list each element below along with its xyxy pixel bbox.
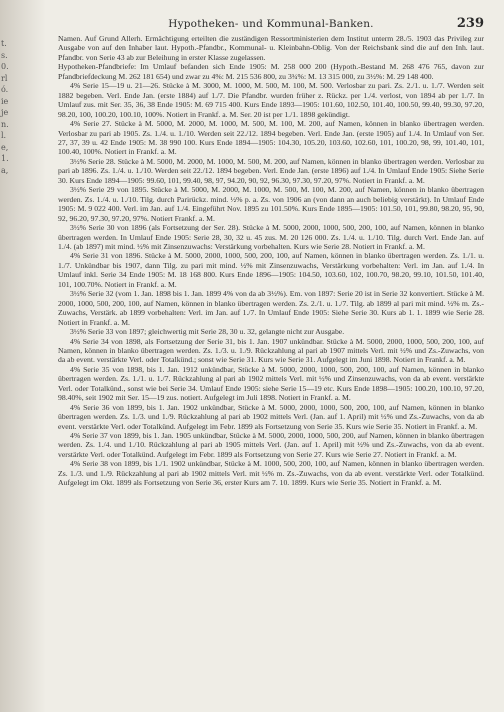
gutter-mark: 0. — [1, 62, 9, 71]
gutter-mark: l. — [1, 131, 7, 140]
gutter-marks — [1, 38, 13, 176]
body-text — [58, 34, 484, 488]
paragraph: 4% Serie 38 von 1899, bis 1./1. 1902 unkündbar, Stücke à M. 1000, 500, 200, 100, auf Namen, können in blanko übertragen werden. Zs. 1./3. und 1./9. Rückzahlung al pari ab 1902 mittels Verl. mit ½% m. Zs.-Zuwachs, von da ab event. verstärkte Verl. oder Totalkünd. Aufgelegt im Okt. 1899 als Fortsetzung von Serie 36, erster Kurs am 7. 10. 1899. Kurs wie Serie 35. Notiert in Frankf. a. M. — [58, 459, 484, 488]
running-title: Hypotheken- und Kommunal-Banken. — [168, 18, 374, 30]
paragraph: 4% Serie 35 von 1898, bis 1. Jan. 1912 unkündbar, Stücke à M. 5000, 2000, 1000, 500, 200, 100, auf Namen, können in blanko übertragen werden. Zs. 1./1. u. 1./7. Rückzahlung al pari ab 1902 mittels Verl. mit ½% und Zinsenzuwachs, von da ab event. verstärkte Verl. oder Totalkünd., sonst wie bei Serie 34. Umlauf Ende 1905: siehe Serie 15—19 etc. Kurs Ende 1898—1905: 100.20, 100.10, 97.20, 98.40%, seit 1902 mit Ser. 15—19 zus. notiert. Aufgelegt im Juli 1898. Notiert in Frankf. a. M. — [58, 364, 484, 403]
paragraph: 3½% Serie 30 von 1896 (als Fortsetzung der Ser. 28). Stücke à M. 5000, 2000, 1000, 500, 200, 100, auf Namen, können in blanko übertragen werden. In Umlauf Ende 1905: Serie 28, 30, 32 u. 45 zus. M. 20 126 000. Zs. 1./4. u. 1./10. Tilg. durch Verl. Ende Jan. auf 1./4. (ab 1897) mit mind. ½% mit Zinsenzuwachs: Verstärkung vorbehalten. Kurs wie Serie 28. Notiert in Frankf. a. M. — [58, 223, 484, 251]
paragraph: 4% Serie 27. Stücke à M. 5000, M. 2000, M. 1000, M. 500, M. 100, M. 200, auf Namen, können in blanko übertragen werden. Verlosbar zu pari ab 1905. Zs. 1./4. u. 1./10. Werden seit 22./12. 1894 begeben. Verl. Ende Jan. (erste 1905) auf 1./4. In Umlauf von Ser. 27, 37, 39 u. 42 Ende 1905: M. 38 990 100. Kurs Ende 1894—1905: 104.30, 105.20, 103.60, 102.60, 101, 100.20, 98, 99, 101.40, 101, 100.40, 100%. Notiert in Frankf. a. M. — [58, 119, 484, 157]
gutter-mark: t. — [1, 39, 7, 48]
gutter-mark: 1. — [1, 154, 9, 163]
gutter-mark: n. — [1, 119, 9, 129]
gutter-mark: rl — [1, 73, 8, 83]
paragraph: Hypotheken-Pfandbriefe: Im Umlauf befanden sich Ende 1905: M. 258 000 200 (Hypoth.-Bestand M. 268 476 765, davon zur Pfandbriefdeckung M. 262 181 654) und zwar zu 4%: M. 215 536 800, zu 3¾%: M. 13 315 000, zu 3½%: M. 29 148 400. — [58, 62, 484, 81]
gutter-mark: ie — [1, 96, 9, 106]
page-number: 239 — [456, 16, 484, 31]
paragraph: 3½% Serie 33 von 1897; gleichwertig mit Serie 28, 30 u. 32, gelangte nicht zur Ausgabe. — [70, 327, 345, 337]
paragraph: 3½% Serie 32 (vom 1. Jan. 1898 bis 1. Jan. 1899 4% von da ab 3½%). Em. von 1897: Serie 20 ist in Serie 32 konvertiert. Stücke à M. 2000, 1000, 500, 200, 100, auf Namen, können in blanko übertragen werden. Zs. 2./1. u. 1./7. Tilg. ab 1899 al pari mit mind. ½% m. Zs.-Zuwachs, Verstärk. ab 1899 vorbehalten: Verl. im Jan. auf 1./7. In Umlauf Ende 1905: Siehe Serie 30. Kurs ab 1. 1. 1899 wie Serie 28. Notiert in Frankf. a. M. — [58, 289, 484, 327]
paragraph: 4% Serie 37 von 1899, bis 1. Jan. 1905 unkündbar, Stücke à M. 5000, 2000, 1000, 500, 200, auf Namen, können in blanko übertragen werden. Zs. 1./4. und 1./10. Rückzahlung al pari ab 1905 mittels Verl. (Jan. auf 1. April) mit ½% und Zs.-Zuwachs, von da ab event. verstärkte Verl. oder Totalkünd. Aufgelegt im Febr. 1899 als Fortsetzung von Serie 27. Kurs wie Serie 27. Notiert in Frankf. a. M. — [58, 431, 484, 459]
page-content — [58, 14, 484, 488]
paragraph: Namen. Auf Grund Allerh. Ermächtigung erteilten die zuständigen Ressortministerien dem Institut unterm 28./5. 1903 das Privileg zur Ausgabe von auf den Inhaber laut. Hypoth.-Pfandbr., Kommunal- u. Kleinbahn-Oblig. Von der Reichsbank sind die auf den Inh. laut. Pfandbr. von Serie 43 ab zur Beleihung in erster Klasse zugelassen. — [58, 34, 484, 62]
gutter-mark: e, — [1, 142, 9, 152]
gutter-mark: ó. — [1, 85, 9, 94]
paragraph: 3½% Serie 29 von 1895. Stücke à M. 5000, M. 2000, M. 1000, M. 500, M. 100, M. 200, auf Namen, können in blanko übertragen werden. Zs. 1./4. u. 1./10. Tilg. durch Parirückz. mind. ½% p. a. Zs. von 1906 an (von dann an auch beliebig verstärkt). In Umlauf Ende 1905: M. 9 022 400. Verl. im Jan. auf 1./4. Eingeführt Nov. 1895 zu 101.50%. Kurs Ende 1895—1905: 101.50, 101, 99.80, 98.20, 95, 90, 92, 96.20, 97.30, 97.20, 97%. Notiert Frankf. a. M. — [58, 185, 484, 223]
gutter-mark: a, — [1, 165, 9, 175]
running-head — [58, 14, 484, 34]
gutter-mark: s. — [1, 50, 8, 60]
paragraph: 4% Serie 36 von 1899, bis 1. Jan. 1902 unkündbar, Stücke à M. 5000, 2000, 1000, 500, 200, 100, auf Namen, können in blanko übertragen werden. Zs. 1./3. und 1./9. Rückzahlung al pari ab 1902 mittels Verl. (Jan. auf 1. April) mit ½% und Zs.-Zuwachs, von da ab event. verstärkte Verl. oder Totalkünd. Aufgelegt im Febr. 1899 als Fortsetzung von Serie 35. Kurs wie Serie 35. Notiert in Frankf. a. M. — [58, 402, 484, 431]
paragraph: 4% Serie 15—19 u. 21—26. Stücke à M. 3000, M. 1000, M. 500, M. 100, M. 500. Verlosbar zu pari. Zs. 2./1. u. 1./7. Werden seit 1882 begeben. Verl. Ende Jan. (erste 1884) auf 1./7. Die Pfandbr. wurden früher z. Rückz. per 1./4. verlost, von 1894 ab per 1./7. In Umlauf zus. mit Ser. 35, 36, 38 Ende 1905: M. 69 715 400. Kurs Ende 1893—1905: 101.60, 102.50, 101.40, 100.50, 99.40, 99.30, 97.20, 98.20, 100, 100.20, 100.10, 100%. Notiert in Frankf. a. M. Ser. 20 ist per 1./1. 1898 gekündigt. — [58, 81, 484, 119]
paragraph: 4% Serie 31 von 1896. Stücke à M. 5000, 2000, 1000, 500, 200, 100, auf Namen, können in blanko übertragen werden. Zs. 1./1. u. 1./7. Unkündbar bis 1907, dann Tilg. zu pari mit mind. ½% mit Zinsenzuwachs, Verstärkung vorbehalten: Verl. im Jan. auf 1./4. In Umlauf inkl. Serie 34 Ende 1905: M. 18 168 800. Kurs Ende 1896—1905: 104.50, 103.60, 102, 100.70, 98.20, 99.10, 101.50, 101.40, 101, 100.70%. Notiert in Frankf. a. M. — [58, 251, 484, 289]
gutter-mark: je — [1, 108, 9, 117]
paragraph: 4% Serie 34 von 1898, als Fortsetzung der Serie 31, bis 1. Jan. 1907 unkündbar. Stücke à M. 5000, 2000, 1000, 500, 200, 100, auf Namen, können in blanko übertragen werden. Zs. 1./3. u. 1./9. Rückzahlung al pari ab 1907 mittels Verl. mit ½% und Zs.-Zuwachs, von da ab event. verstärkte Verl. oder Totalkünd.; sonst wie Serie 31. Kurs wie Serie 31. Aufgelegt im Juni 1898. Notiert in Frankf. a. M. — [58, 336, 484, 365]
paragraph: 3½% Serie 28. Stücke à M. 5000, M. 2000, M. 1000, M. 500, M. 200, auf Namen, können in blanko übertragen werden. Verlosbar zu pari ab 1896. Zs. 1./4. u. 1./10. Werden seit 22./12. 1894 begeben. Verl. Ende Jan. (erste 1896) auf 1./4. In Umlauf Ende 1905: Siehe Serie 30. Kurs Ende 1894—1905: 99.60, 101, 99.40, 98, 97, 94.20, 90, 92, 96.30, 97.30, 97.20, 97%. Notiert in Frankf. a. M. — [58, 156, 484, 185]
